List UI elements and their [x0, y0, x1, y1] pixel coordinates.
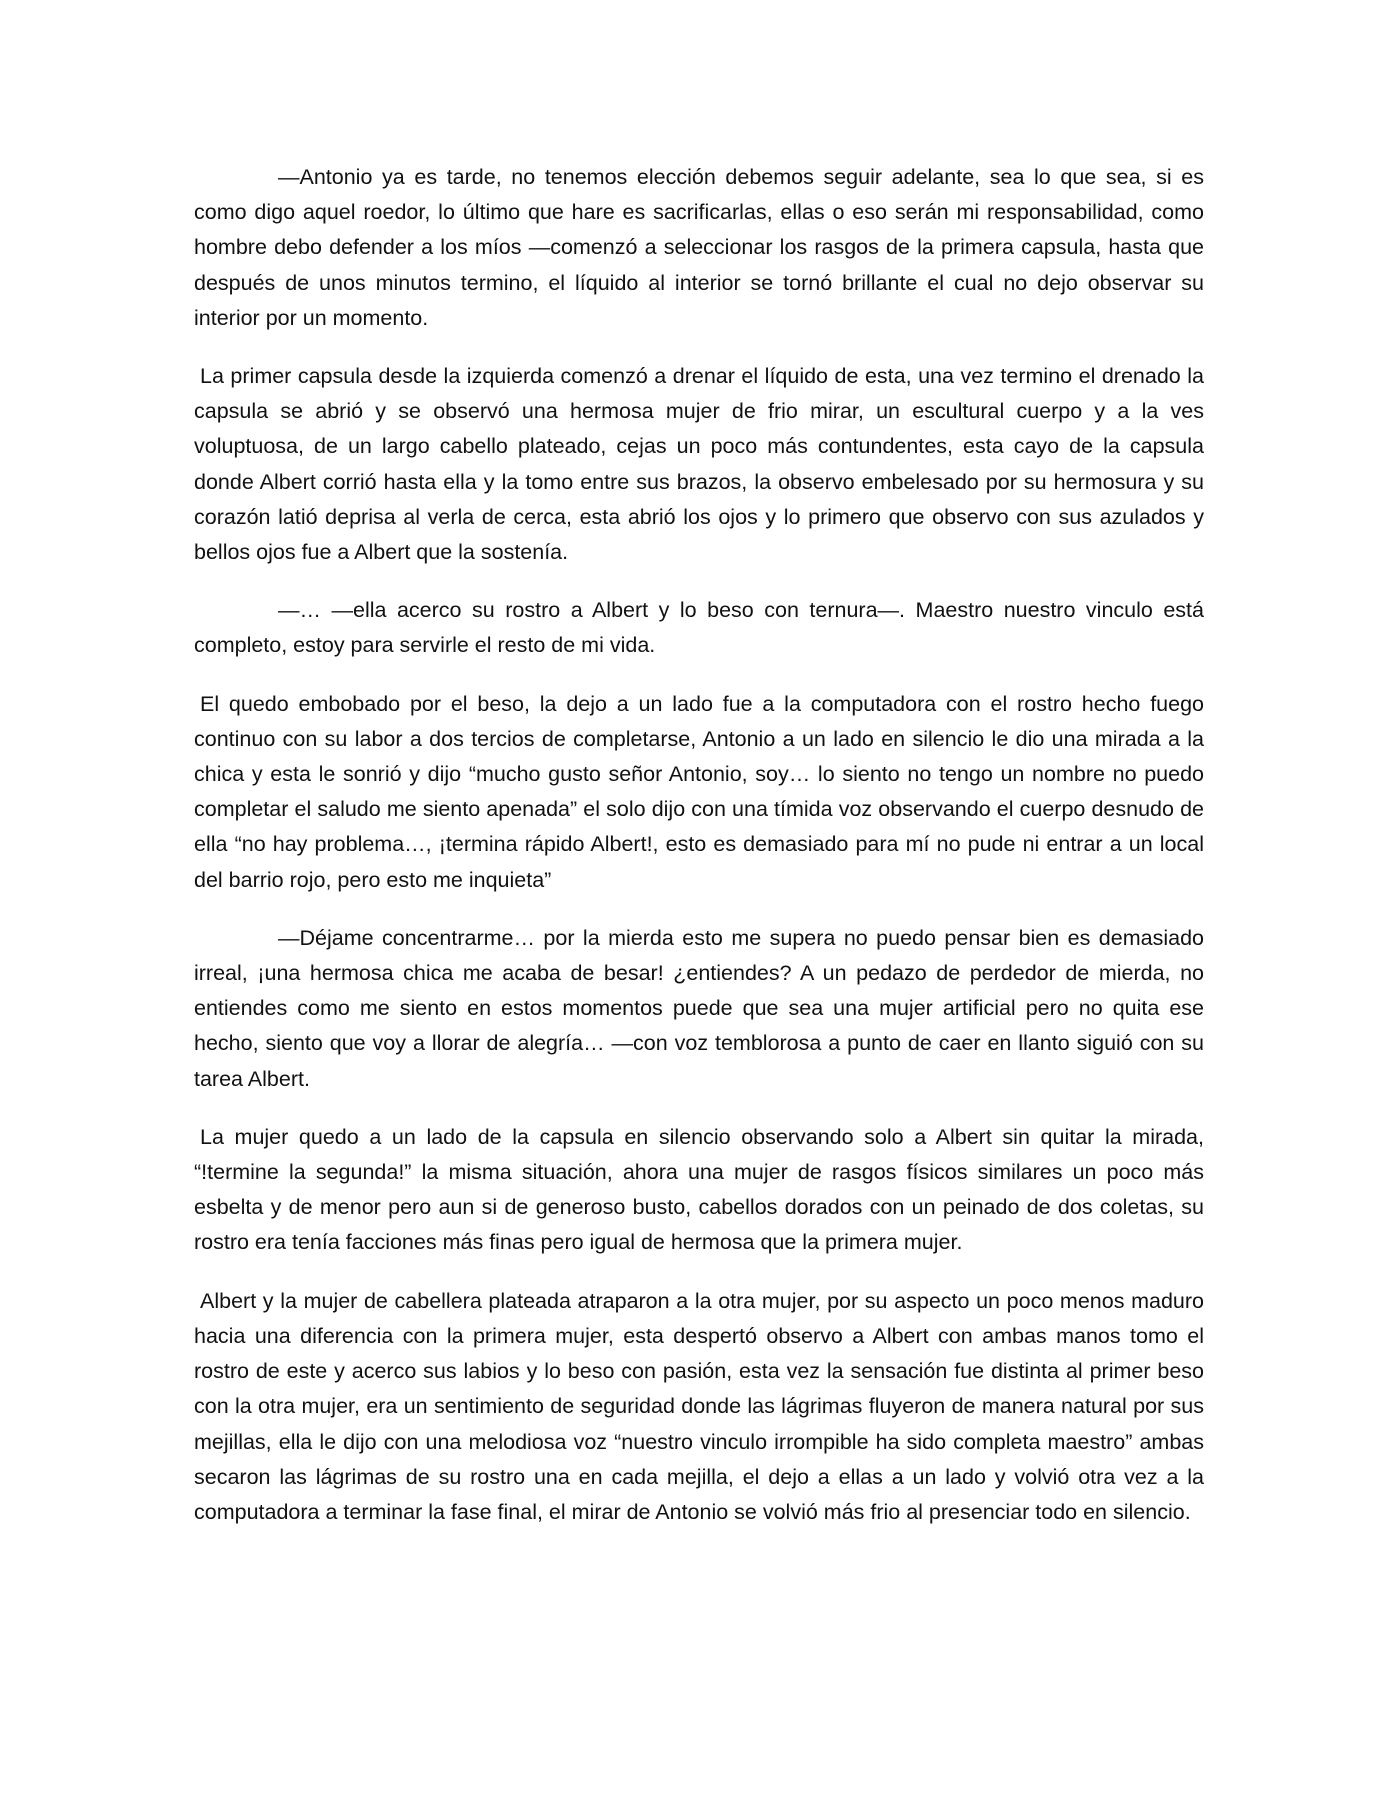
document-page	[194, 160, 1204, 1553]
paragraph-6: La mujer quedo a un lado de la capsula en silencio observando solo a Albert sin quitar la mirada, “!termine la segunda!” la misma situación, ahora una mujer de rasgos físicos similares un poco más esbelta y de menor pero aun si de generoso busto, cabellos dorados con un peinado de dos coletas, su rostro era tenía facciones más finas pero igual de hermosa que la primera mujer.	[194, 1124, 1204, 1255]
paragraph-7: Albert y la mujer de cabellera plateada atraparon a la otra mujer, por su aspecto un poco menos maduro hacia una diferencia con la primera mujer, esta despertó observo a Albert con ambas manos tomo el rostro de este y acerco sus labios y lo beso con pasión, esta vez la sensación fue distinta al primer beso con la otra mujer, era un sentimiento de seguridad donde las lágrimas fluyeron de manera natural por sus mejillas, ella le dijo con una melodiosa voz “nuestro vinculo irrompible ha sido completa maestro” ambas secaron las lágrimas de su rostro una en cada mejilla, el dejo a ellas a un lado y volvió otra vez a la computadora a terminar la fase final, el mirar de Antonio se volvió más frio al presenciar todo en silencio.	[194, 1288, 1204, 1524]
paragraph-5: —Déjame concentrarme… por la mierda esto me supera no puedo pensar bien es demasiado irreal, ¡una hermosa chica me acaba de besar! ¿entiendes? A un pedazo de perdedor de mierda, no entiendes como me siento en estos momentos puede que sea una mujer artificial pero no quita ese hecho, siento que voy a llorar de alegría… —con voz temblorosa a punto de caer en llanto siguió con su tarea Albert.	[194, 925, 1204, 1091]
paragraph-4: El quedo embobado por el beso, la dejo a un lado fue a la computadora con el rostro hecho fuego continuo con su labor a dos tercios de completarse, Antonio a un lado en silencio le dio una mirada a la chica y esta le sonrió y dijo “mucho gusto señor Antonio, soy… lo siento no tengo un nombre no puedo completar el saludo me siento apenada” el solo dijo con una tímida voz observando el cuerpo desnudo de ella “no hay problema…, ¡termina rápido Albert!, esto es demasiado para mí no pude ni entrar a un local del barrio rojo, pero esto me inquieta”	[194, 691, 1204, 892]
paragraph-1: —Antonio ya es tarde, no tenemos elección debemos seguir adelante, sea lo que sea, si es como digo aquel roedor, lo último que hare es sacrificarlas, ellas o eso serán mi responsabilidad, como hombre debo defender a los míos —comenzó a seleccionar los rasgos de la primera capsula, hasta que después de unos minutos termino, el líquido al interior se tornó brillante el cual no dejo observar su interior por un momento.	[194, 165, 1204, 330]
paragraph-2: La primer capsula desde la izquierda comenzó a drenar el líquido de esta, una vez termino el drenado la capsula se abrió y se observó una hermosa mujer de frio mirar, un escultural cuerpo y a la ves voluptuosa, de un largo cabello plateado, cejas un poco más contundentes, esta cayo de la capsula donde Albert corrió hasta ella y la tomo entre sus brazos, la observo embelesado por su hermosura y su corazón latió deprisa al verla de cerca, esta abrió los ojos y lo primero que observo con sus azulados y bellos ojos fue a Albert que la sostenía.	[194, 364, 1204, 565]
paragraph-3: —… —ella acerco su rostro a Albert y lo beso con ternura—. Maestro nuestro vinculo está completo, estoy para servirle el resto de mi vida.	[194, 598, 1204, 658]
